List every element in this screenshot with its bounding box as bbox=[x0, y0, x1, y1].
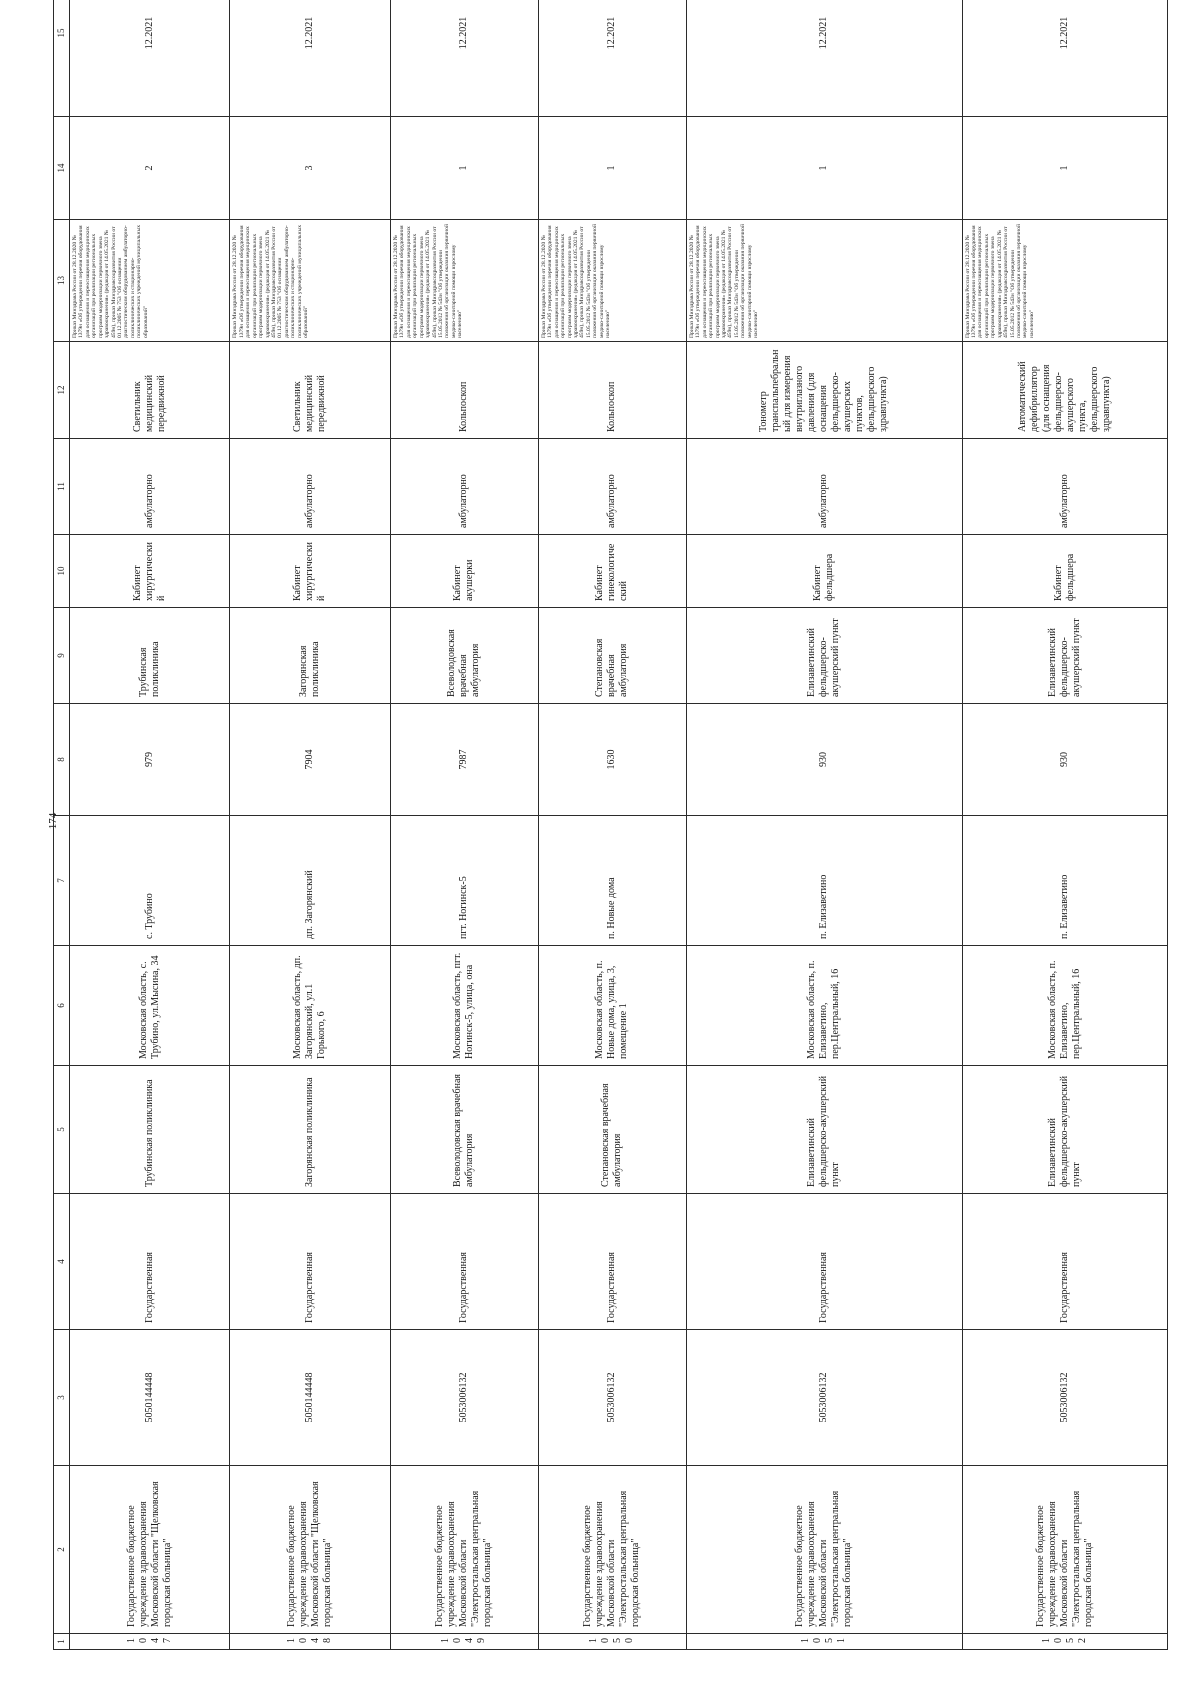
col-header-12: 12 bbox=[54, 342, 70, 439]
structural-unit-cell: Степановская врачебная амбулатория bbox=[538, 608, 686, 704]
row-number-cell: 1048 bbox=[230, 1634, 390, 1650]
legal-basis-cell: Приказ Минздрава России от 28.12.2020 № 1379н «Об утверждении перечня оборудования для оснащения и переоснащения медицинских организаций при реализации региональных программ модернизации первичного звена здравоохранения» (редакция от 14.05.2021 № 459н), приказ Минздравсоцразвития России от 01.12.2005 № 753 "Об оснащении диагностическим оборудованием амбулаторно-поликлинических и стационарно-поликлинических учреждений муниципальных образований" bbox=[70, 220, 230, 342]
inn-cell: 5053006132 bbox=[962, 1330, 1167, 1466]
population-cell: 979 bbox=[70, 704, 230, 816]
settlement-cell: пгт. Ногинск-5 bbox=[390, 816, 538, 946]
population-cell: 930 bbox=[962, 704, 1167, 816]
address-cell: Московская область, пгт. Ногинск-5, улица, она bbox=[390, 946, 538, 1066]
col-header-5: 5 bbox=[54, 1066, 70, 1194]
deadline-cell: 12.2021 bbox=[230, 0, 390, 117]
quantity-cell: 2 bbox=[70, 117, 230, 220]
organization-name-cell: Государственное бюджетное учреждение здравоохранения Московской области "Щелковская городская больница" bbox=[70, 1466, 230, 1634]
population-cell: 930 bbox=[686, 704, 962, 816]
inn-cell: 5053006132 bbox=[538, 1330, 686, 1466]
subdivision-name-cell: Елизаветинский фельдшерско-акушерский пункт bbox=[686, 1066, 962, 1194]
table-row bbox=[538, 0, 686, 1650]
settlement-cell: дп. Загорянский bbox=[230, 816, 390, 946]
ownership-form-cell: Государственная bbox=[962, 1194, 1167, 1330]
structural-unit-cell: Загорянская поликлиника bbox=[230, 608, 390, 704]
subdivision-name-cell: Елизаветинский фельдшерско-акушерский пункт bbox=[962, 1066, 1167, 1194]
equipment-name-cell: Тонометр транспальпебральный для измерения внутриглазного давления (для оснащения фельдшерско-акушерских пунктов, фельдшерского здравпункта) bbox=[686, 342, 962, 439]
structural-unit-cell: Елизаветинский фельдшерско-акушерский пункт bbox=[962, 608, 1167, 704]
care-conditions-cell: амбулаторно bbox=[230, 439, 390, 535]
population-cell: 7904 bbox=[230, 704, 390, 816]
legal-basis-cell: Приказ Минздрава России от 28.12.2020 № 1379н «Об утверждении перечня оборудования для оснащения и переоснащения медицинских организаций при реализации региональных программ модернизации первичного звена здравоохранения» (редакция от 14.05.2021 № 459н), приказ Минздравсоцразвития России от 15.05.2012 № 543н "Об утверждении положения об организации оказания первичной медико-санитарной помощи взрослому населению" bbox=[390, 220, 538, 342]
row-number-cell: 1051 bbox=[686, 1634, 962, 1650]
col-header-13: 13 bbox=[54, 220, 70, 342]
organization-name-cell: Государственное бюджетное учреждение здравоохранения Московской области "Электростальская центральная городская больница" bbox=[686, 1466, 962, 1634]
subdivision-name-cell: Всеволодовская врачебная амбулатория bbox=[390, 1066, 538, 1194]
quantity-cell: 3 bbox=[230, 117, 390, 220]
equipment-name-cell: Кольпоскоп bbox=[390, 342, 538, 439]
rotated-document-table bbox=[53, 16, 1168, 1650]
col-header-2: 2 bbox=[54, 1466, 70, 1634]
ownership-form-cell: Государственная bbox=[686, 1194, 962, 1330]
col-header-6: 6 bbox=[54, 946, 70, 1066]
inn-cell: 5053006132 bbox=[686, 1330, 962, 1466]
col-header-11: 11 bbox=[54, 439, 70, 535]
care-conditions-cell: амбулаторно bbox=[390, 439, 538, 535]
legal-basis-cell: Приказ Минздрава России от 28.12.2020 № 1379н «Об утверждении перечня оборудования для оснащения и переоснащения медицинских организаций при реализации региональных программ модернизации первичного звена здравоохранения» (редакция от 14.05.2021 № 459н), приказ Минздравсоцразвития России от 15.05.2012 № 543н "Об утверждении положения об организации оказания первичной медико-санитарной помощи взрослому населению" bbox=[962, 220, 1167, 342]
quantity-cell: 1 bbox=[538, 117, 686, 220]
quantity-cell: 1 bbox=[686, 117, 962, 220]
address-cell: Московская область, п. Елизаветино, пер.Центральный, 16 bbox=[962, 946, 1167, 1066]
settlement-cell: п. Новые дома bbox=[538, 816, 686, 946]
equipment-name-cell: Светильник медицинский передвижной bbox=[230, 342, 390, 439]
deadline-cell: 12.2021 bbox=[390, 0, 538, 117]
quantity-cell: 1 bbox=[390, 117, 538, 220]
table-row bbox=[686, 0, 962, 1650]
inn-cell: 5050144448 bbox=[70, 1330, 230, 1466]
cabinet-cell: Кабинет хирургический bbox=[70, 535, 230, 608]
row-number-cell: 1050 bbox=[538, 1634, 686, 1650]
address-cell: Московская область, с. Трубино, ул.Мысина, 34 bbox=[70, 946, 230, 1066]
care-conditions-cell: амбулаторно bbox=[538, 439, 686, 535]
col-header-1: 1 bbox=[54, 1634, 70, 1650]
row-number-cell: 1047 bbox=[70, 1634, 230, 1650]
care-conditions-cell: амбулаторно bbox=[962, 439, 1167, 535]
cabinet-cell: Кабинет фельдшера bbox=[962, 535, 1167, 608]
deadline-cell: 12.2021 bbox=[962, 0, 1167, 117]
deadline-cell: 12.2021 bbox=[538, 0, 686, 117]
ownership-form-cell: Государственная bbox=[538, 1194, 686, 1330]
table-row bbox=[230, 0, 390, 1650]
address-cell: Московская область, дп. Загорянский, ул.1 Горького, 6 bbox=[230, 946, 390, 1066]
subdivision-name-cell: Загорянская поликлиника bbox=[230, 1066, 390, 1194]
table-row bbox=[962, 0, 1167, 1650]
col-header-8: 8 bbox=[54, 704, 70, 816]
equipment-name-cell: Светильник медицинский передвижной bbox=[70, 342, 230, 439]
col-header-10: 10 bbox=[54, 535, 70, 608]
header-row bbox=[54, 0, 70, 1650]
settlement-cell: с. Трубино bbox=[70, 816, 230, 946]
col-header-4: 4 bbox=[54, 1194, 70, 1330]
cabinet-cell: Кабинет акушерки bbox=[390, 535, 538, 608]
organization-name-cell: Государственное бюджетное учреждение здравоохранения Московской области "Электростальская центральная городская больница" bbox=[390, 1466, 538, 1634]
deadline-cell: 12.2021 bbox=[70, 0, 230, 117]
population-cell: 7987 bbox=[390, 704, 538, 816]
organization-name-cell: Государственное бюджетное учреждение здравоохранения Московской области "Щелковская городская больница" bbox=[230, 1466, 390, 1634]
cabinet-cell: Кабинет хирургический bbox=[230, 535, 390, 608]
subdivision-name-cell: Степановская врачебная амбулатория bbox=[538, 1066, 686, 1194]
col-header-9: 9 bbox=[54, 608, 70, 704]
col-header-14: 14 bbox=[54, 117, 70, 220]
structural-unit-cell: Елизаветинский фельдшерско-акушерский пункт bbox=[686, 608, 962, 704]
structural-unit-cell: Трубинская поликлиника bbox=[70, 608, 230, 704]
equipment-table bbox=[53, 0, 1168, 1650]
address-cell: Московская область, п. Елизаветино, пер.Центральный, 16 bbox=[686, 946, 962, 1066]
inn-cell: 5050144448 bbox=[230, 1330, 390, 1466]
inn-cell: 5053006132 bbox=[390, 1330, 538, 1466]
row-number-cell: 1052 bbox=[962, 1634, 1167, 1650]
settlement-cell: п. Елизаветино bbox=[962, 816, 1167, 946]
address-cell: Московская область, п. Новые дома, улица, 3, помещение 1 bbox=[538, 946, 686, 1066]
quantity-cell: 1 bbox=[962, 117, 1167, 220]
cabinet-cell: Кабинет фельдшера bbox=[686, 535, 962, 608]
subdivision-name-cell: Трубинская поликлиника bbox=[70, 1066, 230, 1194]
settlement-cell: п. Елизаветино bbox=[686, 816, 962, 946]
table-row bbox=[390, 0, 538, 1650]
organization-name-cell: Государственное бюджетное учреждение здравоохранения Московской области "Электростальская центральная городская больница" bbox=[538, 1466, 686, 1634]
col-header-3: 3 bbox=[54, 1330, 70, 1466]
legal-basis-cell: Приказ Минздрава России от 28.12.2020 № 1379н «Об утверждении перечня оборудования для оснащения и переоснащения медицинских организаций при реализации региональных программ модернизации первичного звена здравоохранения» (редакция от 14.05.2021 № 459н), приказ Минздравсоцразвития России от 01.12.2005 № 753 "Об оснащении диагностическим оборудованием амбулаторно-поликлинических и стационарно-поликлинических учреждений муниципальных образований" bbox=[230, 220, 390, 342]
structural-unit-cell: Всеволодовская врачебная амбулатория bbox=[390, 608, 538, 704]
ownership-form-cell: Государственная bbox=[70, 1194, 230, 1330]
col-header-7: 7 bbox=[54, 816, 70, 946]
care-conditions-cell: амбулаторно bbox=[686, 439, 962, 535]
deadline-cell: 12.2021 bbox=[686, 0, 962, 117]
population-cell: 1630 bbox=[538, 704, 686, 816]
cabinet-cell: Кабинет гинекологический bbox=[538, 535, 686, 608]
row-number-cell: 1049 bbox=[390, 1634, 538, 1650]
ownership-form-cell: Государственная bbox=[390, 1194, 538, 1330]
page-number: 174 bbox=[47, 812, 59, 830]
care-conditions-cell: амбулаторно bbox=[70, 439, 230, 535]
table-row bbox=[70, 0, 230, 1650]
equipment-name-cell: Автоматический дефибриллятор (для оснащения фельдшерско-акушерского пункта, фельдшерского здравпункта) bbox=[962, 342, 1167, 439]
ownership-form-cell: Государственная bbox=[230, 1194, 390, 1330]
legal-basis-cell: Приказ Минздрава России от 28.12.2020 № 1379н «Об утверждении перечня оборудования для оснащения и переоснащения медицинских организаций при реализации региональных программ модернизации первичного звена здравоохранения» (редакция от 14.05.2021 № 459н), приказ Минздравсоцразвития России от 15.05.2012 № 543н "Об утверждении положения об организации оказания первичной медико-санитарной помощи взрослому населению" bbox=[538, 220, 686, 342]
organization-name-cell: Государственное бюджетное учреждение здравоохранения Московской области "Электростальская центральная городская больница" bbox=[962, 1466, 1167, 1634]
col-header-15: 15 bbox=[54, 0, 70, 117]
legal-basis-cell: Приказ Минздрава России от 28.12.2020 № 1379н «Об утверждении перечня оборудования для оснащения и переоснащения медицинских организаций при реализации региональных программ модернизации первичного звена здравоохранения» (редакция от 14.05.2021 № 459н), приказ Минздравсоцразвития России от 15.05.2012 № 543н "Об утверждении положения об организации оказания первичной медико-санитарной помощи взрослому населению" bbox=[686, 220, 962, 342]
equipment-name-cell: Кольпоскоп bbox=[538, 342, 686, 439]
